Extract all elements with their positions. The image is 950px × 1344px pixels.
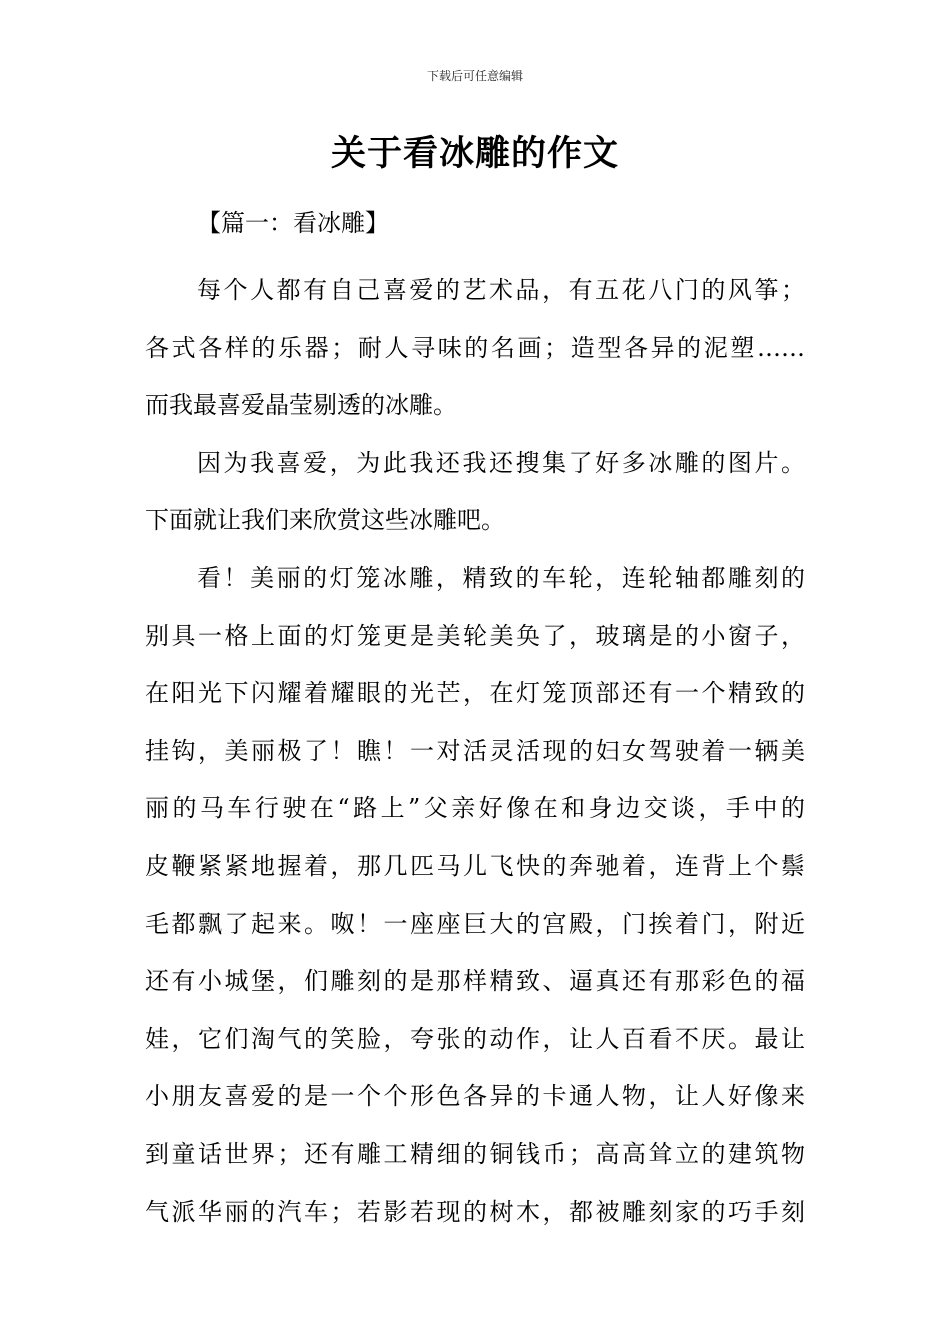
paragraph-line: 看！美丽的灯笼冰雕，精致的车轮，连轮轴都雕刻的 [197, 563, 805, 592]
paragraph-line: 下面就让我们来欣赏这些冰雕吧。 [145, 506, 505, 535]
paragraph-line: 到童话世界；还有雕工精细的铜钱币；高高耸立的建筑物 [145, 1139, 805, 1168]
paragraph-line: 因为我喜爱，为此我还我还搜集了好多冰雕的图片。 [197, 448, 805, 477]
paragraph-line: 气派华丽的汽车；若影若现的树木，都被雕刻家的巧手刻 [145, 1197, 805, 1226]
paragraph-line: 别具一格上面的灯笼更是美轮美奂了，玻璃是的小窗子， [145, 621, 805, 650]
body-text [145, 262, 805, 1241]
paragraph-line: 而我最喜爱晶莹剔透的冰雕。 [145, 391, 457, 420]
paragraph-line: 各式各样的乐器；耐人寻味的名画；造型各异的泥塑…… [145, 333, 805, 362]
paragraph-line: 丽的马车行驶在“路上”父亲好像在和身边交谈，手中的 [145, 794, 805, 823]
paragraph-line: 在阳光下闪耀着耀眼的光芒，在灯笼顶部还有一个精致的 [145, 679, 805, 708]
paragraph-line: 毛都飘了起来。呶！一座座巨大的宫殿，门挨着门，附近 [145, 909, 805, 938]
paragraph-line: 小朋友喜爱的是一个个形色各异的卡通人物，让人好像来 [145, 1082, 805, 1111]
paragraph-line: 还有小城堡，们雕刻的是那样精致、逼真还有那彩色的福 [145, 967, 805, 996]
header-note: 下载后可任意编辑 [426, 69, 523, 83]
page-title: 关于看冰雕的作文 [330, 134, 619, 174]
paragraph-line: 娃，它们淘气的笑脸，夸张的动作，让人百看不厌。最让 [145, 1024, 805, 1053]
paragraph-line: 挂钩，美丽极了！瞧！一对活灵活现的妇女驾驶着一辆美 [145, 736, 805, 765]
section-label: 【篇一：看冰雕】 [197, 209, 389, 237]
paragraph-line: 每个人都有自己喜爱的艺术品，有五花八门的风筝； [197, 276, 805, 304]
paragraph-line: 皮鞭紧紧地握着，那几匹马儿飞快的奔驰着，连背上个鬃 [145, 851, 805, 880]
